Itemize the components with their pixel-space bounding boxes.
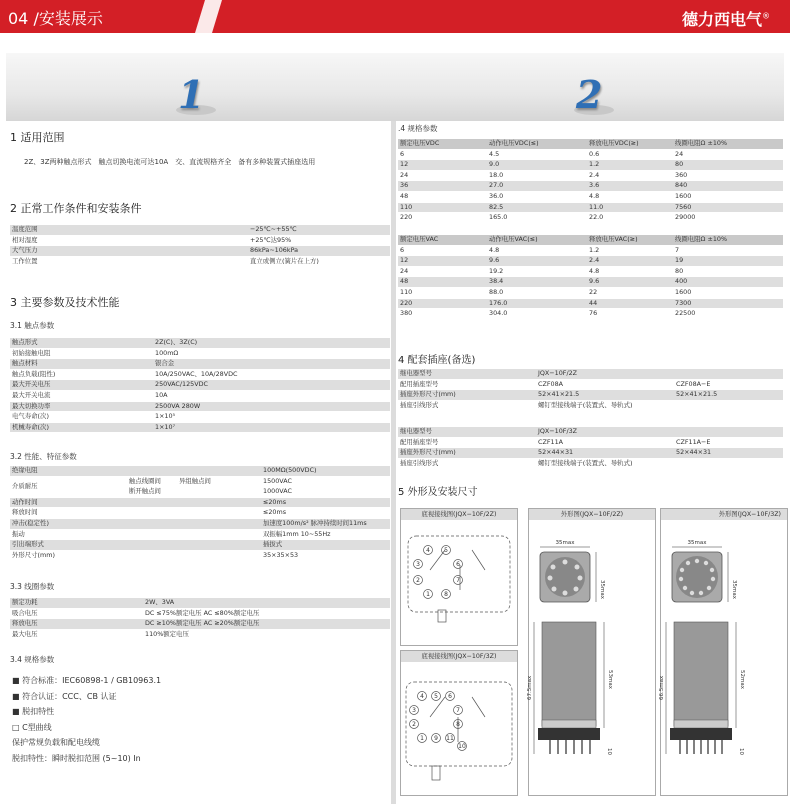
s2-title: 2 正常工作条件和安装条件 xyxy=(10,202,142,215)
cell: 温度范围 xyxy=(10,225,248,235)
cell: 继电器型号 xyxy=(398,369,536,379)
s5-title: 5 外形及安装尺寸 xyxy=(398,487,478,498)
cell: 12 xyxy=(398,160,487,171)
cell: 1×10⁷ xyxy=(153,422,390,433)
cell: 引出端形式 xyxy=(10,540,127,551)
cell: 110%额定电压 xyxy=(143,629,390,640)
pin-label: 6 xyxy=(456,561,460,568)
pin-label: 3 xyxy=(412,707,416,714)
pin-label: 7 xyxy=(456,707,460,714)
cell: 插座外形尺寸(mm) xyxy=(398,390,536,401)
column-number-1: 1 xyxy=(178,72,205,117)
cell: 机械寿命(次) xyxy=(10,422,153,433)
table-row xyxy=(398,266,783,277)
table-row xyxy=(10,369,390,380)
cell: 22 xyxy=(587,287,673,298)
cell: 380 xyxy=(398,309,487,320)
cell: 断开触点间 xyxy=(127,487,177,498)
list-item: ■ 脱扣特性 xyxy=(12,707,55,716)
cell: 外形尺寸(mm) xyxy=(10,550,127,561)
cell: 22500 xyxy=(673,309,783,320)
table-row xyxy=(398,245,783,256)
s3-title: 3 主要参数及技术性能 xyxy=(10,296,120,309)
cell: 88.0 xyxy=(487,287,587,298)
cell: DC ≥10%额定电压 AC ≥20%额定电压 xyxy=(143,619,390,630)
cell: 4.8 xyxy=(587,266,673,277)
table-row xyxy=(10,338,390,348)
pin-label: 1 xyxy=(426,591,430,598)
cell: 52×41×21.5 xyxy=(674,390,783,401)
table-row xyxy=(398,160,783,171)
cell: 动作电压VAC(≤) xyxy=(487,235,587,245)
cell: 4.8 xyxy=(487,245,587,256)
list-item: ■ 符合认证：CCC、CB 认证 xyxy=(12,691,117,701)
wiring-3z-diagram xyxy=(400,662,518,796)
pin-label: 4 xyxy=(426,547,430,554)
column-divider xyxy=(391,121,396,804)
cell: 动作电压VDC(≤) xyxy=(487,139,587,149)
cell: 19 xyxy=(673,256,783,267)
cell: 最大切换功率 xyxy=(10,401,153,412)
table-row xyxy=(10,412,390,423)
s1-text: 2Z、3Z两种触点形式 触点切换电流可达10A 交、直流规格齐全 备有多种装置式插座选用 xyxy=(24,158,316,166)
cell: 插拔式 xyxy=(261,540,390,551)
cell: 加速度100m/s² 脉冲持续时间11ms xyxy=(261,518,390,529)
cell: 动作时间 xyxy=(10,497,127,508)
cell: 继电器型号 xyxy=(398,427,536,437)
cell: 电气寿命(次) xyxy=(10,412,153,423)
cell: 4.5 xyxy=(487,149,587,160)
cell: 12 xyxy=(398,256,487,267)
s31-table xyxy=(10,338,390,433)
cell: 额定电压VAC xyxy=(398,235,487,245)
table-row xyxy=(398,448,783,459)
table-row xyxy=(398,277,783,288)
cell: 24 xyxy=(673,149,783,160)
dim-label: 67.5max xyxy=(527,675,533,700)
cell xyxy=(674,427,783,437)
table-row xyxy=(398,139,783,149)
table-row xyxy=(398,149,783,160)
cell: 6 xyxy=(398,245,487,256)
table-row xyxy=(398,427,783,437)
table-row xyxy=(10,225,390,235)
cell: 插座外形尺寸(mm) xyxy=(398,448,536,459)
pin-label: 9 xyxy=(434,735,438,742)
cell: 释放时间 xyxy=(10,508,127,519)
dim-label: 66.5max xyxy=(659,675,665,700)
pin-label: 8 xyxy=(444,591,448,598)
outline-3z-diagram xyxy=(660,520,788,796)
cell: CZF08A xyxy=(536,379,674,390)
cell: 释放电压VAC(≥) xyxy=(587,235,673,245)
column-number-2: 2 xyxy=(576,72,603,117)
cell: 9.0 xyxy=(487,160,587,171)
cell: JQX−10F/2Z xyxy=(536,369,674,379)
s31-title: 3.1 触点参数 xyxy=(10,321,55,330)
cell: 19.2 xyxy=(487,266,587,277)
pin-label: 5 xyxy=(444,547,448,554)
outline-2z-head: 外形图(JQX−10F/2Z) xyxy=(529,509,655,520)
cell: 2Z(C)、3Z(C) xyxy=(153,338,390,348)
outline-3z-head: 外形图(JQX−10F/3Z) xyxy=(661,509,787,520)
cell: 1.2 xyxy=(587,160,673,171)
cell: 48 xyxy=(398,277,487,288)
table-row xyxy=(398,213,783,224)
s1-title: 1 适用范围 xyxy=(10,131,65,144)
cell: 振动 xyxy=(10,529,127,540)
cell: 250VAC/125VDC xyxy=(153,380,390,391)
s4-title: 4 配套插座(备选) xyxy=(398,355,476,366)
cell: +25℃达95% xyxy=(248,235,390,246)
outline-2z-diagram xyxy=(528,520,656,796)
cell: 36.0 xyxy=(487,191,587,202)
table-row xyxy=(398,170,783,181)
cell: 52×44×31 xyxy=(674,448,783,459)
pin-label: 6 xyxy=(448,693,452,700)
s2-table xyxy=(10,225,390,267)
cell: 大气压力 xyxy=(10,246,248,257)
cell: 86kPa~106kPa xyxy=(248,246,390,257)
cell: 最大开关电压 xyxy=(10,380,153,391)
cell: 9.6 xyxy=(587,277,673,288)
cell: 触点负载(阻性) xyxy=(10,369,153,380)
cell: 插座引线形式 xyxy=(398,458,536,469)
cell: 0.6 xyxy=(587,149,673,160)
socket-table-3z xyxy=(398,427,783,469)
pin-label: 7 xyxy=(456,577,460,584)
cell: 100mΩ xyxy=(153,348,390,359)
cell: 异组触点间 xyxy=(177,476,261,487)
table-row xyxy=(398,256,783,267)
cell: 840 xyxy=(673,181,783,192)
table-row xyxy=(10,359,390,370)
cell: 7560 xyxy=(673,202,783,213)
cell xyxy=(674,369,783,379)
s32-table xyxy=(10,466,390,561)
cell: 100MΩ(500VDC) xyxy=(261,466,390,476)
cell: 48 xyxy=(398,191,487,202)
pin-label: 3 xyxy=(416,561,420,568)
table-row xyxy=(10,422,390,433)
table-row xyxy=(10,380,390,391)
pin-label: 4 xyxy=(420,693,424,700)
dim-label: 10 xyxy=(606,748,612,755)
cell: 24 xyxy=(398,266,487,277)
table-row xyxy=(10,390,390,401)
cell: 工作位置 xyxy=(10,256,248,267)
cell: 22.0 xyxy=(587,213,673,224)
cell: DC ≤75%额定电压 AC ≤80%额定电压 xyxy=(143,608,390,619)
table-row xyxy=(398,202,783,213)
cell: 400 xyxy=(673,277,783,288)
cell: 76 xyxy=(587,309,673,320)
cell: 吸合电压 xyxy=(10,608,143,619)
list-item: □ C型曲线 xyxy=(12,722,52,732)
cell: 释放电压VDC(≥) xyxy=(587,139,673,149)
cell: 360 xyxy=(673,170,783,181)
cell: 176.0 xyxy=(487,298,587,309)
dim-label: 35max xyxy=(687,540,707,546)
cell: 18.0 xyxy=(487,170,587,181)
cell: 最大开关电流 xyxy=(10,390,153,401)
table-row xyxy=(10,246,390,257)
cell: 线圈电阻Ω ±10% xyxy=(673,139,783,149)
cell: 7 xyxy=(673,245,783,256)
cell: 配用插座型号 xyxy=(398,379,536,390)
cell: 插座引线形式 xyxy=(398,400,536,411)
cell: 220 xyxy=(398,213,487,224)
cell: 110 xyxy=(398,287,487,298)
table-row xyxy=(398,458,783,469)
cell: 螺钉型接线端子(装置式、导轨式) xyxy=(536,458,674,469)
cell: 额定电压VDC xyxy=(398,139,487,149)
cell: 7300 xyxy=(673,298,783,309)
cell: 配用插座型号 xyxy=(398,437,536,448)
table-row xyxy=(10,401,390,412)
section-title: 04 /安装展示 xyxy=(8,9,103,28)
brand-logo: 德力西电气® xyxy=(681,10,770,29)
pin-label: 11 xyxy=(446,735,454,742)
cell: 9.6 xyxy=(487,256,587,267)
table-row xyxy=(398,181,783,192)
cell: 直立或侧立(簧片在上方) xyxy=(248,256,390,267)
cell: 82.5 xyxy=(487,202,587,213)
cell: 额定功耗 xyxy=(10,598,143,608)
cell: CZF11A xyxy=(536,437,674,448)
table-row xyxy=(398,298,783,309)
dim-label: 52max xyxy=(739,670,745,689)
cell: 44 xyxy=(587,298,673,309)
cell: 4.8 xyxy=(587,191,673,202)
cell: 1600 xyxy=(673,191,783,202)
dim-label: 10 xyxy=(738,748,744,755)
cell: 29000 xyxy=(673,213,783,224)
cell: 触点形式 xyxy=(10,338,153,348)
cell: 52×41×21.5 xyxy=(536,390,674,401)
cell: 36 xyxy=(398,181,487,192)
cell: 触点材料 xyxy=(10,359,153,370)
cell: 11.0 xyxy=(587,202,673,213)
cell: 2500VA 280W xyxy=(153,401,390,412)
cell: 6 xyxy=(398,149,487,160)
cell: 2.4 xyxy=(587,256,673,267)
cell: 触点线圈间 xyxy=(127,476,177,487)
cell: JQX−10F/3Z xyxy=(536,427,674,437)
ac-table xyxy=(398,235,783,320)
table-row xyxy=(398,287,783,298)
cell: 介质耐压 xyxy=(10,476,127,497)
s33-table xyxy=(10,598,390,640)
cell: 27.0 xyxy=(487,181,587,192)
cell: 38.4 xyxy=(487,277,587,288)
table-row xyxy=(10,348,390,359)
wiring-3z-head: 底视接线图(JQX−10F/3Z) xyxy=(401,651,517,662)
table-row xyxy=(398,369,783,379)
table-row xyxy=(10,235,390,246)
cell: 35×35×53 xyxy=(261,550,390,561)
pin-label: 2 xyxy=(416,577,420,584)
dc-table xyxy=(398,139,783,224)
cell: 银合金 xyxy=(153,359,390,370)
table-row xyxy=(398,400,783,411)
cell xyxy=(674,400,783,411)
banner xyxy=(6,53,784,121)
cell: 螺钉型接线端子(装置式、导轨式) xyxy=(536,400,674,411)
cell: CZF08A−E xyxy=(674,379,783,390)
cell: 220 xyxy=(398,298,487,309)
dim-label: 53max xyxy=(607,670,613,689)
cell: 3.6 xyxy=(587,181,673,192)
list-item: 保护常规负载和配电线缆 xyxy=(12,738,100,747)
table-row xyxy=(398,379,783,390)
cell: 1.2 xyxy=(587,245,673,256)
cell: 线圈电阻Ω ±10% xyxy=(673,235,783,245)
cell: 1000VAC xyxy=(261,487,390,498)
dim-label: 35max xyxy=(555,540,575,546)
table-row xyxy=(398,191,783,202)
wiring-2z-head: 底视接线图(JQX−10F/2Z) xyxy=(401,509,517,520)
cell: 绝缘电阻 xyxy=(10,466,127,476)
cell: 2.4 xyxy=(587,170,673,181)
cell: 80 xyxy=(673,160,783,171)
table-row xyxy=(398,390,783,401)
cell xyxy=(674,458,783,469)
cell: 冲击(稳定性) xyxy=(10,518,127,529)
cell: 52×44×31 xyxy=(536,448,674,459)
table-row xyxy=(398,235,783,245)
cell: 165.0 xyxy=(487,213,587,224)
cell: 110 xyxy=(398,202,487,213)
cell: 1×10⁵ xyxy=(153,412,390,423)
pin-label: 5 xyxy=(434,693,438,700)
cell: 释放电压 xyxy=(10,619,143,630)
cell: 最大电压 xyxy=(10,629,143,640)
cell: 10A/250VAC、10A/28VDC xyxy=(153,369,390,380)
cell: 双振幅1mm 10~55Hz xyxy=(261,529,390,540)
cell: 80 xyxy=(673,266,783,277)
s33-title: 3.3 线圈参数 xyxy=(10,582,55,591)
cell: CZF11A−E xyxy=(674,437,783,448)
wiring-2z-diagram xyxy=(400,520,518,646)
cell: ≤20ms xyxy=(261,508,390,519)
cell: ≤20ms xyxy=(261,497,390,508)
s34-right-title: .4 规格参数 xyxy=(398,124,438,133)
cell: 相对湿度 xyxy=(10,235,248,246)
cell: 10A xyxy=(153,390,390,401)
pin-label: 1 xyxy=(420,735,424,742)
s32-title: 3.2 性能、特征参数 xyxy=(10,452,77,461)
cell: 24 xyxy=(398,170,487,181)
list-item: 脱扣特性：瞬时脱扣范围 (5~10) In xyxy=(12,753,141,763)
table-row xyxy=(398,437,783,448)
list-item: ■ 符合标准：IEC60898-1 / GB10963.1 xyxy=(12,676,162,685)
pin-label: 8 xyxy=(456,721,460,728)
cell: 1600 xyxy=(673,287,783,298)
cell: 初始接触电阻 xyxy=(10,348,153,359)
pin-label: 10 xyxy=(458,743,466,750)
cell: 2W、3VA xyxy=(143,598,390,608)
table-row xyxy=(398,309,783,320)
cell: 1500VAC xyxy=(261,476,390,487)
cell: −25℃~+55℃ xyxy=(248,225,390,235)
socket-table-2z xyxy=(398,369,783,411)
pin-label: 2 xyxy=(412,721,416,728)
header-slant xyxy=(0,0,790,33)
dim-label: 35max xyxy=(599,580,605,599)
cell: 304.0 xyxy=(487,309,587,320)
table-row xyxy=(10,256,390,267)
dim-label: 35max xyxy=(731,580,737,599)
s34-title: 3.4 规格参数 xyxy=(10,655,55,664)
